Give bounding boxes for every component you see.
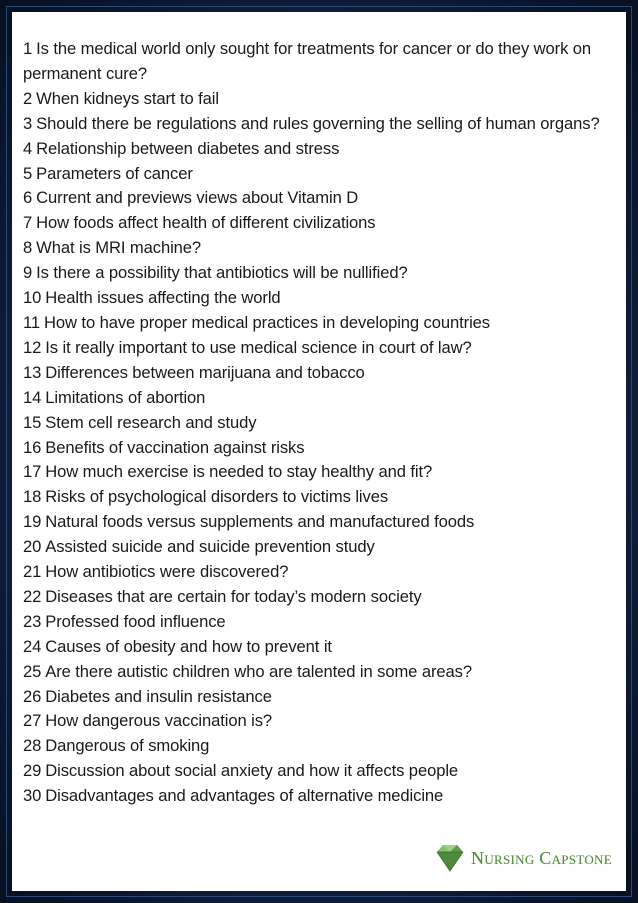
topic-item (23, 186, 615, 211)
topic-number: 6 (23, 188, 33, 208)
topic-text: Are there autistic children who are talented in some areas? (45, 661, 472, 681)
topic-item (23, 460, 615, 485)
topic-item (23, 87, 615, 112)
topic-item (23, 709, 615, 734)
topic-text: Is it really important to use medical science in court of law? (45, 337, 472, 357)
topic-text: Diseases that are certain for today’s modern society (45, 586, 422, 606)
topic-text: Natural foods versus supplements and manufactured foods (45, 512, 475, 532)
topic-number: 29 (23, 761, 42, 781)
topic-text: Assisted suicide and suicide prevention study (45, 537, 375, 557)
topic-item (23, 261, 615, 286)
topic-text: Health issues affecting the world (45, 288, 281, 308)
topic-text: Stem cell research and study (45, 412, 257, 432)
topic-number: 28 (23, 736, 42, 756)
topic-number: 19 (23, 512, 42, 532)
document-page (12, 12, 626, 891)
topic-number: 7 (23, 213, 33, 233)
topic-number: 13 (23, 362, 42, 382)
topic-text: Differences between marijuana and tobacco (45, 362, 365, 382)
topic-text: Benefits of vaccination against risks (45, 437, 305, 457)
topic-number: 24 (23, 636, 42, 656)
topic-item (23, 585, 615, 610)
topic-item (23, 784, 615, 809)
topic-number: 5 (23, 163, 33, 183)
topic-text: Current and previews views about Vitamin D (36, 188, 359, 208)
topic-item (23, 535, 615, 560)
topic-number: 27 (23, 711, 42, 731)
topic-item (23, 759, 615, 784)
topic-text: Causes of obesity and how to prevent it (45, 636, 332, 656)
topic-item (23, 436, 615, 461)
topic-item (23, 734, 615, 759)
topic-number: 4 (23, 138, 33, 158)
topic-item (23, 37, 615, 87)
topic-item (23, 211, 615, 236)
brand-name: Nursing Capstone (471, 847, 612, 868)
topic-text: Is there a possibility that antibiotics will be nullified? (36, 263, 408, 283)
topic-text: Limitations of abortion (45, 387, 206, 407)
topic-item (23, 286, 615, 311)
topic-text: How antibiotics were discovered? (45, 562, 289, 582)
topic-number: 2 (23, 88, 33, 108)
topic-text: Discussion about social anxiety and how it affects people (45, 761, 459, 781)
topic-number: 1 (23, 39, 33, 58)
topic-number: 22 (23, 586, 42, 606)
topic-text: Risks of psychological disorders to victims lives (45, 487, 389, 507)
topic-text: Professed food influence (45, 611, 226, 631)
topic-text: How dangerous vaccination is? (45, 711, 273, 731)
topic-number: 15 (23, 412, 42, 432)
topic-number: 26 (23, 686, 42, 706)
topic-number: 20 (23, 537, 42, 557)
topic-item (23, 635, 615, 660)
topic-list (23, 37, 615, 809)
topic-text: Relationship between diabetes and stress (36, 138, 340, 158)
topic-number: 21 (23, 562, 42, 582)
topic-item (23, 361, 615, 386)
topic-text: Diabetes and insulin resistance (45, 686, 272, 706)
topic-text: When kidneys start to fail (36, 88, 219, 108)
topic-number: 17 (23, 462, 42, 482)
topic-number: 9 (23, 263, 33, 283)
topic-item (23, 560, 615, 585)
topic-number: 25 (23, 661, 42, 681)
topic-text: How to have proper medical practices in developing countries (44, 312, 490, 332)
topic-item (23, 137, 615, 162)
topic-number: 14 (23, 387, 42, 407)
diamond-icon (433, 843, 467, 873)
topic-item (23, 685, 615, 710)
topic-text: Is the medical world only sought for treatments for cancer or do they work on permanent cure? (23, 39, 592, 83)
topic-item (23, 311, 615, 336)
topic-number: 30 (23, 786, 42, 806)
topic-item (23, 236, 615, 261)
topic-item (23, 610, 615, 635)
topic-text: Parameters of cancer (36, 163, 193, 183)
topic-number: 3 (23, 113, 33, 133)
topic-text: How much exercise is needed to stay healthy and fit? (45, 462, 433, 482)
topic-text: What is MRI machine? (36, 238, 202, 258)
topic-number: 23 (23, 611, 42, 631)
topic-item (23, 411, 615, 436)
topic-item (23, 485, 615, 510)
topic-item (23, 660, 615, 685)
topic-item (23, 112, 615, 137)
topic-number: 8 (23, 238, 33, 258)
topic-text: Dangerous of smoking (45, 736, 210, 756)
topic-number: 16 (23, 437, 42, 457)
topic-text: Disadvantages and advantages of alternative medicine (45, 786, 444, 806)
brand-footer (433, 841, 612, 875)
topic-number: 18 (23, 487, 42, 507)
topic-text: How foods affect health of different civilizations (36, 213, 376, 233)
topic-text: Should there be regulations and rules governing the selling of human organs? (36, 113, 600, 133)
topic-item (23, 386, 615, 411)
topic-item (23, 162, 615, 187)
topic-number: 11 (23, 312, 41, 332)
topic-item (23, 510, 615, 535)
topic-number: 12 (23, 337, 42, 357)
topic-item (23, 336, 615, 361)
topic-number: 10 (23, 288, 42, 308)
